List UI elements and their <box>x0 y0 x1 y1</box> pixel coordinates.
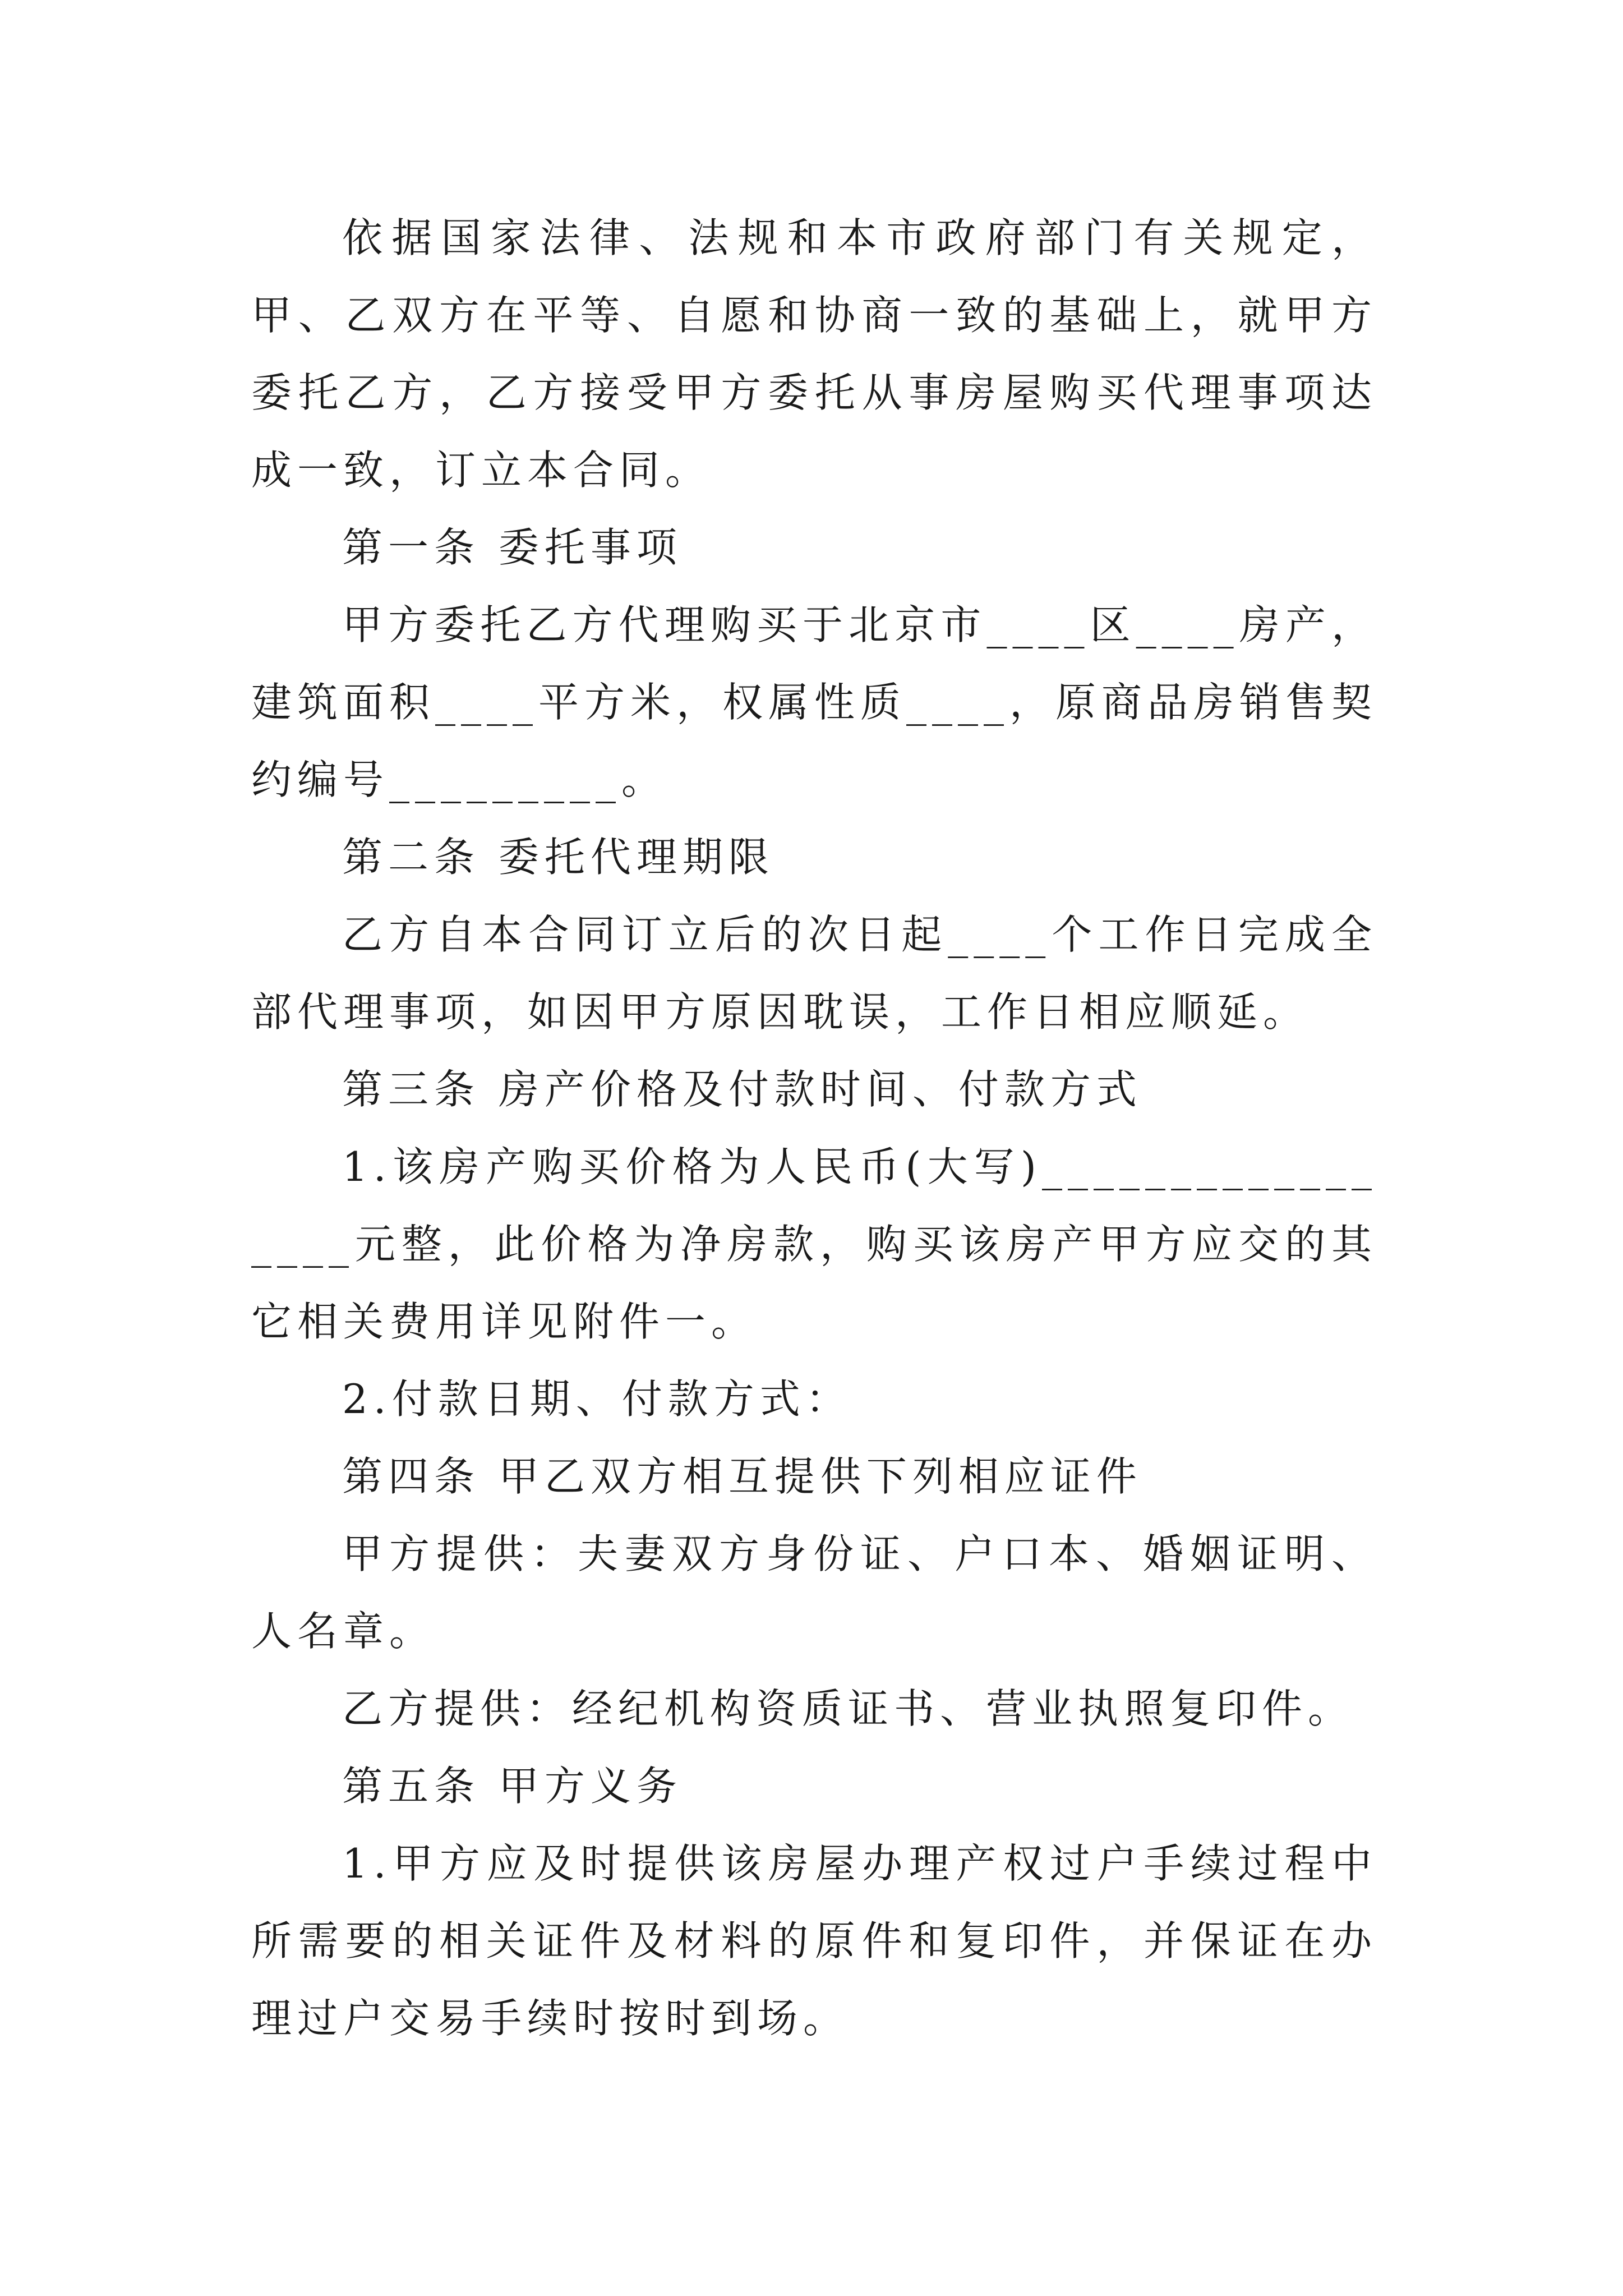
article-3-heading: 第三条 房产价格及付款时间、付款方式 <box>342 1066 1142 1113</box>
article-3-item-1: 1.该房产购买价格为人民币(大写)_________________元整，此价格为净房款，购买该房产甲方应交的其它相关费用详见附件一。 <box>251 1143 1377 1345</box>
article-2-paragraph: 乙方自本合同订立后的次日起____个工作日完成全部代理事项，如因甲方原因耽误，工作日相应顺延。 <box>251 911 1377 1036</box>
contract-body <box>251 199 1377 2057</box>
article-4-party-b: 乙方提供：经纪机构资质证书、营业执照复印件。 <box>342 1685 1354 1732</box>
article-4-heading: 第四条 甲乙双方相互提供下列相应证件 <box>342 1453 1142 1500</box>
article-1-paragraph: 甲方委托乙方代理购买于北京市____区____房产，建筑面积____平方米，权属性质____，原商品房销售契约编号_________。 <box>251 601 1378 803</box>
article-5-item-1: 1.甲方应及时提供该房屋办理产权过户手续过程中所需要的相关证件及材料的原件和复印件，并保证在办理过户交易手续时按时到场。 <box>251 1840 1377 2042</box>
intro-paragraph: 依据国家法律、法规和本市政府部门有关规定，甲、乙双方在平等、自愿和协商一致的基础上，就甲方委托乙方，乙方接受甲方委托从事房屋购买代理事项达成一致，订立本合同。 <box>251 214 1377 494</box>
article-1-heading: 第一条 委托事项 <box>342 524 683 571</box>
article-3-item-2: 2.付款日期、付款方式： <box>342 1375 852 1423</box>
article-5-heading: 第五条 甲方义务 <box>342 1763 683 1810</box>
article-4-party-a: 甲方提供：夫妻双方身份证、户口本、婚姻证明、人名章。 <box>251 1530 1377 1655</box>
article-2-heading: 第二条 委托代理期限 <box>342 834 774 881</box>
